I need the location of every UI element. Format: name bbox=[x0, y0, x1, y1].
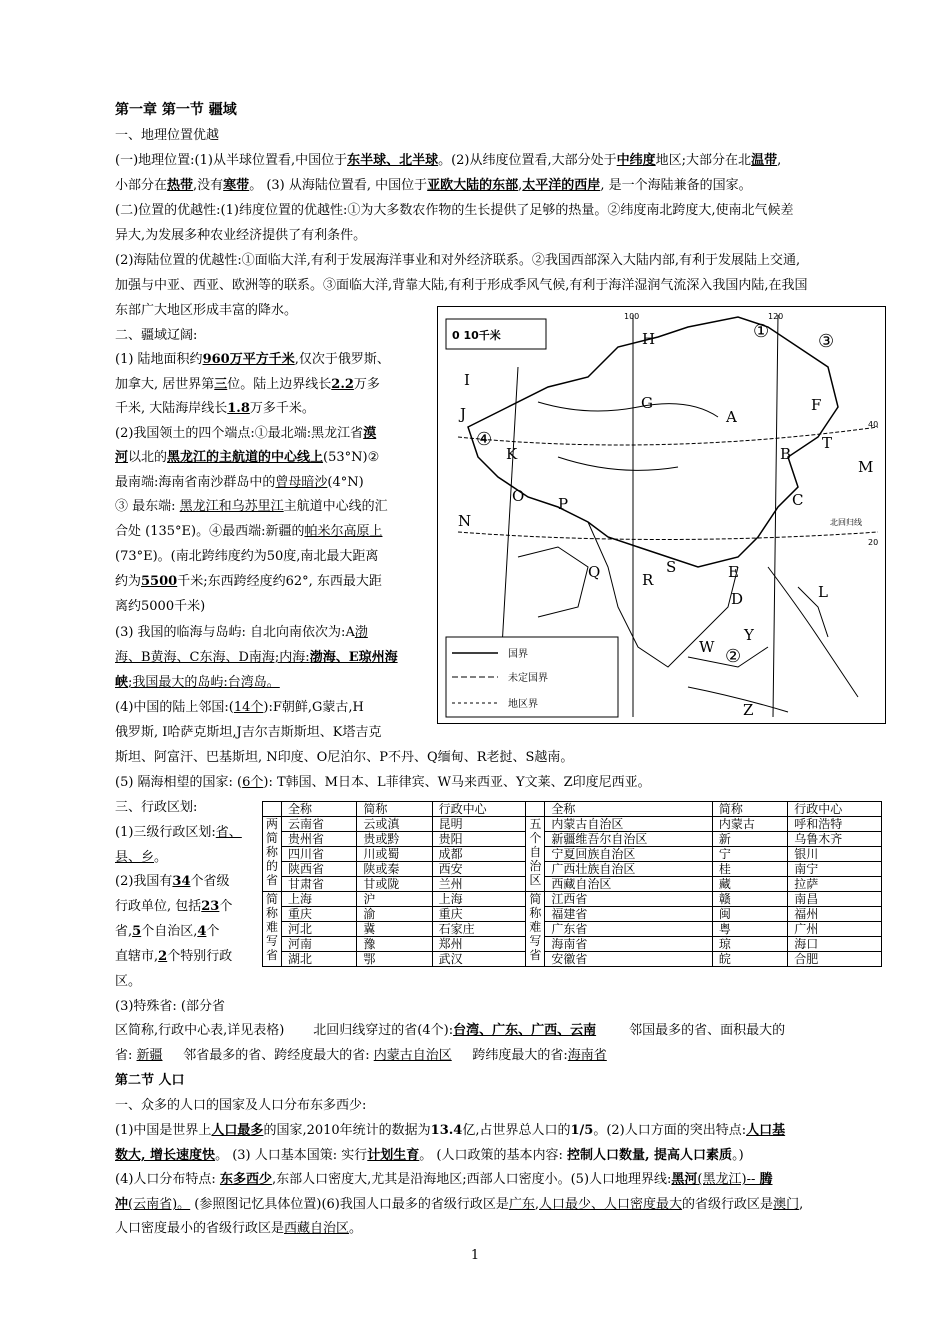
map-label-c: C bbox=[792, 491, 804, 509]
area-line-1: (1) 陆地面积约960万平方千米,仅次于俄罗斯、 bbox=[115, 352, 390, 367]
map-scale: 0 10千米 bbox=[452, 329, 501, 342]
ends-line-6: (73°E)。(南北跨纬度约为50度,南北最大距离 bbox=[115, 549, 379, 564]
map-label-g: G bbox=[641, 394, 653, 412]
map-label-t: T bbox=[822, 434, 833, 452]
china-map bbox=[437, 306, 886, 724]
ends-line-8: 离约5000千米) bbox=[115, 599, 206, 614]
population-heading: 一、众多的人口的国家及人口分布东多西少: bbox=[115, 1098, 367, 1113]
map-label-o: O bbox=[512, 487, 525, 505]
group-hard-names-left: 简称难写省 bbox=[263, 892, 282, 967]
special-provinces-line-1: 区简称,行政中心表,详见表格) 北回归线穿过的省(4个):台湾、广东、广西、云南 邻国最多的省、面积最大的 bbox=[115, 1023, 786, 1038]
admin-line-5: 省,5个自治区,4个 bbox=[115, 924, 220, 939]
map-label-b: B bbox=[780, 445, 792, 463]
admin-line-3: (2)我国有34个省级 bbox=[115, 874, 230, 889]
table-row: 甘肃省 甘或陇 兰州 西藏自治区 藏 拉萨 bbox=[263, 877, 882, 892]
population-line-2: 数大, 增长速度快。 (3) 人口基本国策: 实行计划生育。 (人口政策的基本内容: 控制人口数量, 提高人口素质。) bbox=[115, 1148, 744, 1163]
seas-line-2: 海、B黄海、C东海、D南海;内海:渤海、E琼州海 bbox=[115, 650, 398, 665]
map-label-f: F bbox=[811, 396, 822, 414]
table-header: 简称 bbox=[712, 802, 787, 817]
table-row: 两简称的省 云南省 云或滇 昆明 五个自治区 内蒙古自治区 内蒙古 呼和浩特 bbox=[263, 817, 882, 832]
admin-line-8: (3)特殊省: (部分省 bbox=[115, 999, 225, 1014]
table-header: 全称 bbox=[545, 802, 713, 817]
map-end-east: ③ bbox=[818, 331, 835, 352]
paragraph-advantage-1: (二)位置的优越性:(1)纬度位置的优越性:①为大多数农作物的生长提供了足够的热量。②纬度南北跨度大,使南北气候差 bbox=[115, 203, 794, 218]
map-label-h: H bbox=[642, 330, 656, 348]
map-label-n: N bbox=[458, 512, 472, 530]
land-line-3: 斯坦、阿富汗、巴基斯坦, N印度、O尼泊尔、P不丹、Q缅甸、R老挝、S越南。 bbox=[115, 750, 574, 765]
section-2-title: 第二节 人口 bbox=[115, 1073, 185, 1088]
paragraph-sea-land-1: (2)海陆位置的优越性:①面临大洋,有利于发展海洋事业和对外经济联系。②我国西部深入大陆内部,有利于发展陆上交通, bbox=[115, 253, 801, 268]
legend-border: 国界 bbox=[508, 649, 528, 660]
map-label-p: P bbox=[558, 495, 569, 513]
tropic-label: 北回归线 bbox=[830, 518, 862, 527]
group-autonomous: 五个自治区 bbox=[526, 817, 545, 892]
map-label-y: Y bbox=[744, 626, 754, 644]
seas-line-1: (3) 我国的临海与岛屿: 自北向南依次为:A渤 bbox=[115, 625, 368, 640]
ends-line-7: 约为5500千米;东西跨经度约62°, 东西最大距 bbox=[115, 574, 382, 589]
admin-line-7: 区。 bbox=[115, 974, 142, 989]
map-graphic bbox=[438, 307, 885, 723]
table-row: 陕西省 陕或秦 西安 广西壮族自治区 桂 南宁 bbox=[263, 862, 882, 877]
lat-40-label: 40 bbox=[868, 420, 879, 429]
population-line-1: (1)中国是世界上人口最多的国家,2010年统计的数据为13.4亿,占世界总人口的1/5。(2)人口方面的突出特点:人口基 bbox=[115, 1123, 786, 1138]
admin-line-6: 直辖市,2个特别行政 bbox=[115, 949, 233, 964]
admin-line-1: (1)三级行政区划:省、 bbox=[115, 825, 242, 840]
table-row: 重庆 渝 重庆 福建省 闽 福州 bbox=[263, 907, 882, 922]
admin-line-2: 县、乡。 bbox=[115, 850, 168, 865]
table-row: 河北 冀 石家庄 广东省 粤 广州 bbox=[263, 922, 882, 937]
table-header: 行政中心 bbox=[788, 802, 882, 817]
table-row: 四川省 川或蜀 成都 宁夏回族自治区 宁 银川 bbox=[263, 847, 882, 862]
table-row: 贵州省 贵或黔 贵阳 新疆维吾尔自治区 新 乌鲁木齐 bbox=[263, 832, 882, 847]
paragraph-sea-land-3: 东部广大地区形成丰富的降水。 bbox=[115, 303, 298, 318]
table-row: 简称难写省 上海 沪 上海 简称难写省 江西省 赣 南昌 bbox=[263, 892, 882, 907]
map-label-r: R bbox=[642, 571, 654, 589]
table-header-row bbox=[263, 802, 882, 817]
area-line-3: 千米, 大陆海岸线长1.8万多千米。 bbox=[115, 401, 315, 416]
map-end-north: ① bbox=[753, 321, 770, 342]
ends-line-1: (2)我国领土的四个端点:①最北端:黑龙江省漠 bbox=[115, 426, 377, 441]
paragraph-location-1: (一)地理位置:(1)从半球位置看,中国位于东半球、北半球。(2)从纬度位置看,大部分处于中纬度地区;大部分在北温带, bbox=[115, 153, 782, 168]
table-header: 全称 bbox=[282, 802, 357, 817]
map-label-j: J bbox=[460, 405, 467, 423]
ends-line-4: ③ 最东端: 黑龙江和乌苏里江主航道中心线的汇 bbox=[115, 499, 388, 514]
table-row: 湖北 鄂 武汉 安徽省 皖 合肥 bbox=[263, 952, 882, 967]
paragraph-advantage-2: 异大,为发展多种农业经济提供了有利条件。 bbox=[115, 228, 367, 243]
group-two-names: 两简称的省 bbox=[263, 817, 282, 892]
sea-neighbors-line: (5) 隔海相望的国家: (6个): T韩国、M日本、L菲律宾、W马来西亚、Y文莱、Z印度尼西亚。 bbox=[115, 775, 651, 790]
lon-120-label: 120 bbox=[768, 312, 784, 321]
map-label-w: W bbox=[699, 638, 715, 656]
area-line-2: 加拿大, 居世界第三位。陆上边界线长2.2万多 bbox=[115, 377, 380, 392]
page-number: 1 bbox=[470, 1248, 480, 1263]
paragraph-location-2: 小部分在热带,没有寒带。 (3) 从海陆位置看, 中国位于亚欧大陆的东部,太平洋的西岸, 是一个海陆兼备的国家。 bbox=[115, 178, 752, 193]
section-heading-location: 一、地理位置优越 bbox=[115, 128, 220, 143]
map-label-a: A bbox=[726, 408, 737, 426]
special-provinces-line-2: 省: 新疆 邻省最多的省、跨经度最大的省: 内蒙古自治区 跨纬度最大的省:海南省 bbox=[115, 1048, 607, 1063]
land-line-1: (4)中国的陆上邻国:(14个):F朝鲜,G蒙古,H bbox=[115, 700, 364, 715]
population-line-5: 人口密度最小的省级行政区是西藏自治区。 bbox=[115, 1221, 363, 1236]
lat-20-label: 20 bbox=[868, 538, 879, 547]
map-label-i: I bbox=[464, 371, 470, 389]
legend-region: 地区界 bbox=[508, 699, 538, 710]
map-label-l: L bbox=[818, 583, 828, 601]
province-table bbox=[262, 801, 882, 967]
population-line-3: (4)人口分布特点: 东多西少,东部人口密度大,尤其是沿海地区;西部人口密度小。(5)人口地理界线:黑河(黑龙江)-- 腾 bbox=[115, 1172, 773, 1187]
seas-line-3: 峡;我国最大的岛屿:台湾岛。 bbox=[115, 675, 280, 690]
page-title: 第一章 第一节 疆域 bbox=[115, 102, 237, 118]
map-label-e: E bbox=[728, 563, 739, 581]
section-heading-territory: 二、疆域辽阔: bbox=[115, 328, 198, 343]
map-label-k: K bbox=[506, 445, 518, 463]
group-hard-names-right: 简称难写省 bbox=[526, 892, 545, 967]
table-header: 简称 bbox=[357, 802, 432, 817]
map-label-z: Z bbox=[743, 701, 754, 719]
legend-undetermined: 未定国界 bbox=[508, 673, 548, 684]
map-label-d: D bbox=[731, 590, 744, 608]
lon-100-label: 100 bbox=[624, 312, 640, 321]
map-label-m: M bbox=[858, 458, 874, 476]
ends-line-5: 合处 (135°E)。④最西端:新疆的帕米尔高原上 bbox=[115, 524, 383, 539]
admin-line-4: 行政单位, 包括23个 bbox=[115, 899, 233, 914]
map-end-west: ④ bbox=[476, 429, 493, 450]
land-line-2: 俄罗斯, I哈萨克斯坦,J吉尔吉斯斯坦、K塔吉克 bbox=[115, 725, 382, 740]
table-header: 行政中心 bbox=[432, 802, 526, 817]
section-heading-admin: 三、行政区划: bbox=[115, 800, 198, 815]
population-line-4: 冲(云南省)。 (参照图记忆具体位置)(6)我国人口最多的省级行政区是广东,人口最少、人口密度最大的省级行政区是澳门, bbox=[115, 1197, 804, 1212]
map-label-q: Q bbox=[588, 563, 601, 581]
ends-line-3: 最南端:海南省南沙群岛中的曾母暗沙(4°N) bbox=[115, 475, 364, 490]
paragraph-sea-land-2: 加强与中亚、西亚、欧洲等的联系。③面临大洋,背靠大陆,有利于形成季风气候,有利于海洋湿润气流深入我国内陆,在我国 bbox=[115, 278, 808, 293]
map-label-s: S bbox=[666, 558, 677, 576]
map-end-south: ② bbox=[725, 646, 742, 667]
table-row: 河南 豫 郑州 海南省 琼 海口 bbox=[263, 937, 882, 952]
ends-line-2: 河以北的黑龙江的主航道的中心线上(53°N)② bbox=[115, 450, 380, 465]
map-circled-numbers bbox=[476, 321, 834, 667]
